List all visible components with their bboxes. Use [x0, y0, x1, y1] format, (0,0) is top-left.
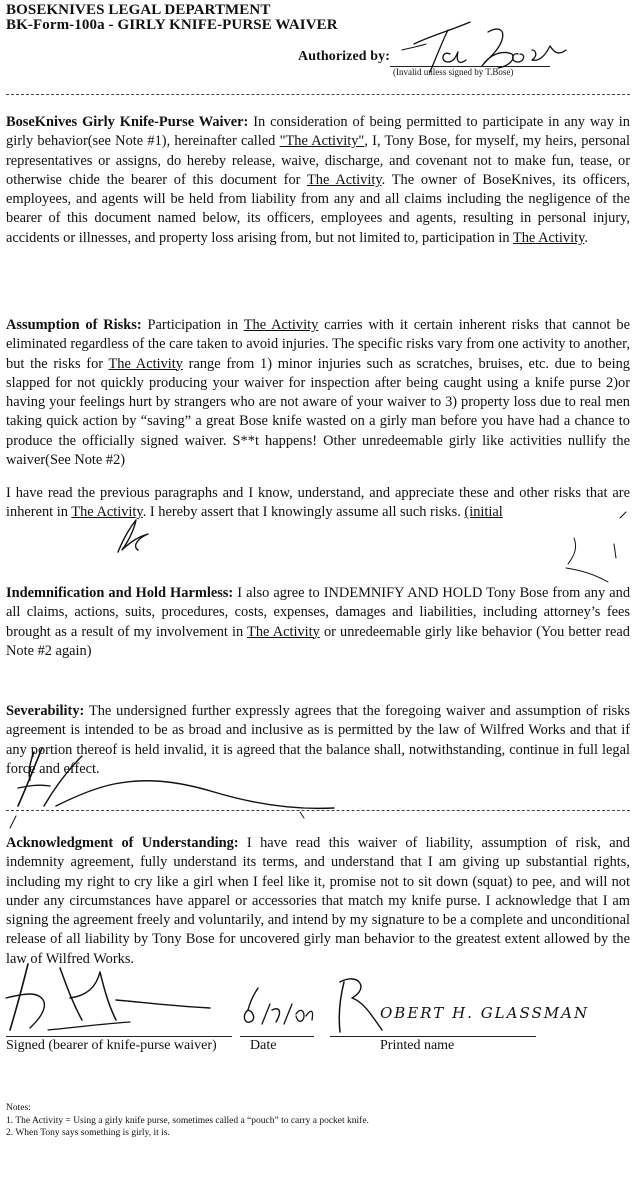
authorized-signature [390, 10, 580, 80]
initial-label: (initial [464, 504, 503, 521]
printed-name-line [330, 1036, 536, 1037]
printed-name-value: OBERT H. GLASSMAN [380, 1004, 590, 1022]
activity-term: The Activity [108, 355, 183, 372]
indemn-text-2: or unredeemable girly like behavior (You better read Note #2 again) [6, 623, 630, 659]
header-divider [6, 94, 630, 95]
indemn-text-1: I also agree to INDEMNIFY AND HOLD Tony Bose from any and all claims, actions, suits, procedures, costs, expenses, damages and liabilities, including attorney’s fees brought as a result of my involvement in [6, 585, 631, 640]
notes-title: Notes: [6, 1103, 31, 1113]
note-item: 2. When Tony says something is girly, it is. [6, 1128, 170, 1138]
severability-heading: Severability: [6, 703, 85, 719]
initial-signature [108, 516, 158, 558]
severability-text: The undersigned further expressly agrees that the foregoing waiver and assumption of risks agreement is intended to be as broad and inclusive as is permitted by the law of Wilfred Works and that if any portion thereof is held invalid, it is agreed that the balance shall, notwithstanding, continue in full legal force and effect. [6, 703, 630, 777]
acknowledgment-text: I have read this waiver of liability, assumption of risk, and indemnity agreement, fully understand its terms, and understand that I am giving up substantial rights, including my right to cry like a girl when I feel like it, promise not to sit down (squat) to pee, and will not under any circumstances have apparel or accessories that match my knife purse. I acknowledge that I am signing the agreement freely and voluntarily, and intend by my signature to be a complete and unconditional release of all liability by Tony Bose for uncovered girly man behavior to the greatest extent allowed by the law of Wilfred Works. [6, 835, 630, 967]
department-title: BOSEKNIVES LEGAL DEPARTMENT [6, 2, 271, 18]
waiver-text-2: , I, Tony Bose, for myself, my heirs, personal representatives or assigns, do hereby release, waive, discharge, and covenant not to make fun, tease, or otherwise chide the bearer of this document for [6, 133, 630, 188]
signature-block-handwriting [0, 958, 640, 1048]
risks-paragraph [6, 316, 630, 470]
read-text-1: I have read the previous paragraphs and I know, understand, and appreciate these and other risks that are inherent in [6, 485, 630, 521]
acknowledgment-heading: Acknowledgment of Understanding: [6, 835, 239, 851]
risks-text-2: carries with it certain inherent risks that cannot be eliminated regardless of the care taken to avoid injuries. The specific risks vary from one activity to another, but the risks for [6, 317, 630, 372]
severability-signature-scribble [4, 728, 344, 838]
margin-marks [560, 508, 638, 588]
date-line [240, 1036, 314, 1037]
risks-heading: Assumption of Risks: [6, 317, 142, 333]
risks-text-1: Participation in [141, 317, 244, 333]
waiver-heading: BoseKnives Girly Knife-Purse Waiver: [6, 114, 249, 130]
risks-text-3: range from 1) minor injuries such as scratches, bruises, etc. due to being slapped for not quickly producing your waiver for inspection after being caught using a knife purse 2)or having your feelings hurt by strangers who are not aware of your waiver to 3) property loss due to real men taking quick action by “saving” a great Bose knife wasted on a girly man before you have had a chance to produce the officially signed waiver. S**t happens! Other unredeemable girly like activities nullify the waiver(See Note #2) [6, 355, 630, 469]
acknowledge-risks-paragraph [6, 484, 630, 523]
read-text-2: . I hereby assert that I knowingly assume all such risks. [142, 504, 465, 521]
bearer-signature-line [6, 1036, 232, 1037]
activity-term: The Activity [512, 229, 585, 246]
printed-name-label: Printed name [380, 1038, 455, 1053]
activity-term: "The Activity" [279, 133, 365, 150]
activity-term: The Activity [243, 317, 319, 333]
waiver-paragraph [6, 113, 630, 248]
notes-section [6, 1102, 369, 1140]
signed-label: Signed (bearer of knife-purse waiver) [6, 1038, 217, 1053]
authorized-note: (Invalid unless signed by T.Bose) [393, 67, 514, 77]
authorized-label: Authorized by: [298, 49, 391, 64]
indemnification-paragraph [6, 584, 630, 661]
form-title: BK-Form-100a - GIRLY KNIFE-PURSE WAIVER [6, 17, 338, 33]
waiver-text-4: . [584, 229, 588, 246]
note-item: 1. The Activity = Using a girly knife purse, sometimes called a “pouch” to carry a pocket knife. [6, 1115, 369, 1126]
activity-term: The Activity [71, 504, 143, 521]
waiver-text-3: . The owner of BoseKnives, its officers, employees, and agents will be held from liability from any and all claims including the negligence of the bearer of this document named below, its officers, employees and agents, resulting in personal injury, accidents or illnesses, and property loss arising from, but not limited to, participation in [6, 171, 630, 246]
indemnification-heading: Indemnification and Hold Harmless: [6, 585, 234, 601]
acknowledgment-paragraph [6, 834, 630, 969]
activity-term: The Activity [306, 171, 382, 188]
date-label: Date [250, 1038, 277, 1053]
activity-term: The Activity [247, 623, 320, 640]
waiver-text-1: In consideration of being permitted to participate in any way in girly behavior(see Note #1), hereinafter called [6, 114, 630, 150]
